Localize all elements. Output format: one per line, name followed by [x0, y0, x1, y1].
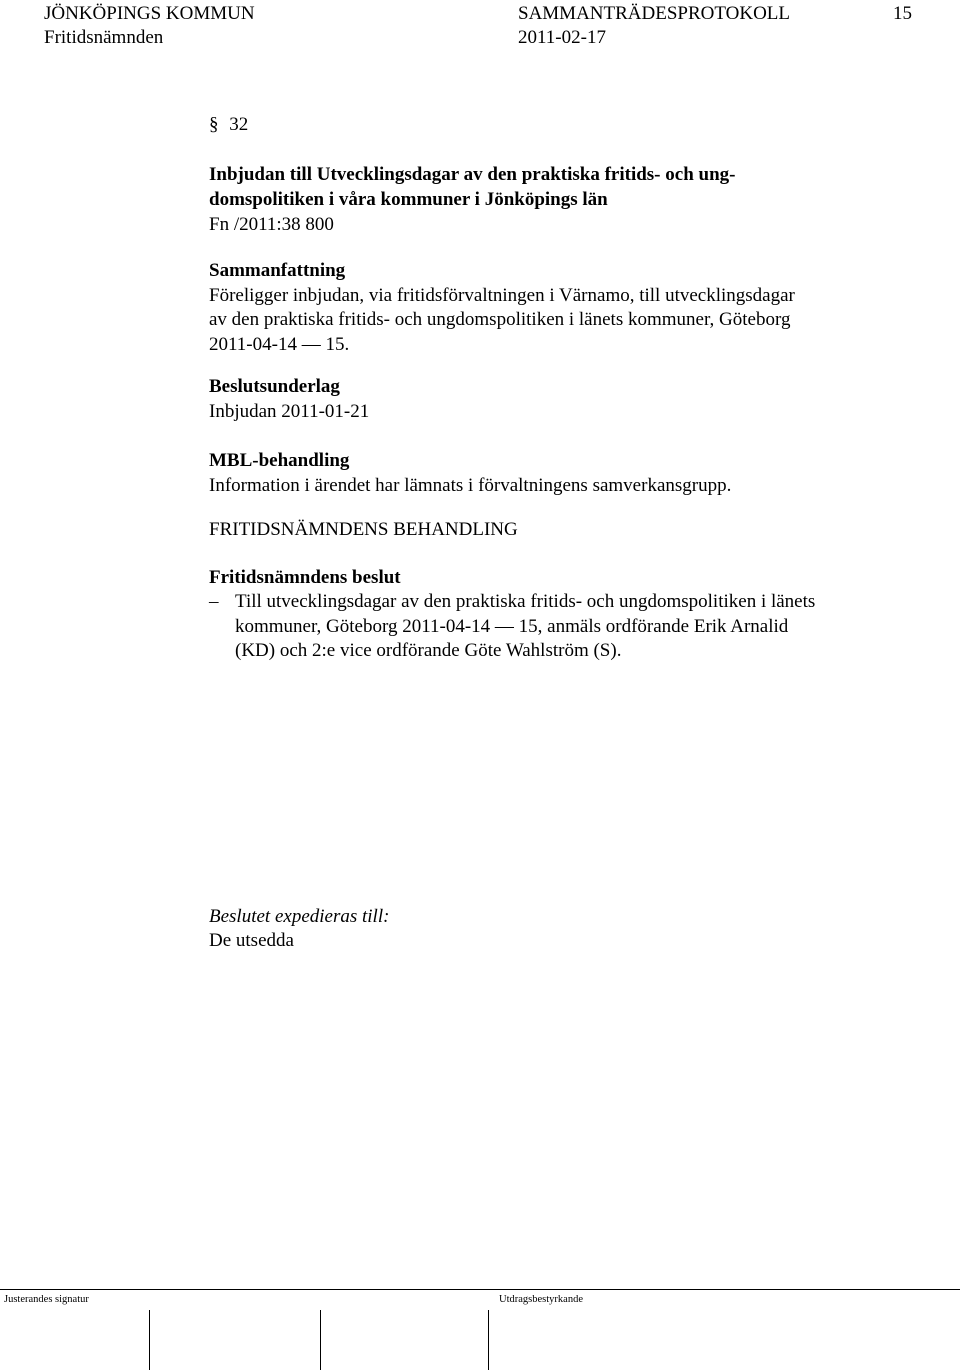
- summary-line-2: av den praktiska fritids- och ungdomspolitiken i länets kommuner, Göteborg: [209, 309, 791, 330]
- decision-line-3: (KD) och 2:e vice ordförande Göte Wahlström (S).: [235, 640, 622, 661]
- section-number-value: 32: [229, 114, 249, 135]
- header-committee: Fritidsnämnden: [44, 27, 164, 48]
- section-number: [209, 113, 248, 137]
- distribution-text: De utsedda: [209, 930, 294, 951]
- header-org: JÖNKÖPINGS KOMMUN: [44, 3, 255, 24]
- page-title-line-1: Inbjudan till Utvecklingsdagar av den praktiska fritids- och ung-: [209, 164, 736, 185]
- footer-signature-label: Justerandes signatur: [4, 1294, 89, 1305]
- summary-line-3: 2011-04-14 — 15.: [209, 334, 350, 355]
- footer-certification-label: Utdragsbestyrkande: [499, 1294, 583, 1305]
- decision-dash: –: [209, 591, 219, 612]
- page-number: 15: [893, 3, 912, 24]
- decision-line-2: kommuner, Göteborg 2011-04-14 — 15, anmäls ordförande Erik Arnalid: [235, 616, 789, 637]
- mbl-heading: MBL-behandling: [209, 450, 350, 471]
- basis-text: Inbjudan 2011-01-21: [209, 401, 370, 422]
- header-doc-type: SAMMANTRÄDESPROTOKOLL: [518, 3, 791, 24]
- signature-box-divider-1: [149, 1310, 150, 1370]
- page-title-line-2: domspolitiken i våra kommuner i Jönköpings län: [209, 189, 608, 210]
- reference-number: Fn /2011:38 800: [209, 214, 334, 235]
- decision-heading: Fritidsnämndens beslut: [209, 567, 401, 588]
- summary-line-1: Föreligger inbjudan, via fritidsförvaltningen i Värnamo, till utvecklingsdagar: [209, 285, 795, 306]
- footer-divider: [0, 1289, 960, 1290]
- header-date: 2011-02-17: [518, 27, 606, 48]
- signature-box-divider-2: [320, 1310, 321, 1370]
- decision-line-1: Till utvecklingsdagar av den praktiska fritids- och ungdomspolitiken i länets: [235, 591, 816, 612]
- distribution-heading: Beslutet expedieras till:: [209, 906, 390, 927]
- handling-heading: FRITIDSNÄMNDENS BEHANDLING: [209, 519, 518, 540]
- section-symbol: §: [209, 114, 219, 135]
- mbl-text: Information i ärendet har lämnats i förvaltningens samverkansgrupp.: [209, 475, 732, 496]
- signature-box-divider-3: [488, 1310, 489, 1370]
- basis-heading: Beslutsunderlag: [209, 376, 340, 397]
- summary-heading: Sammanfattning: [209, 260, 346, 281]
